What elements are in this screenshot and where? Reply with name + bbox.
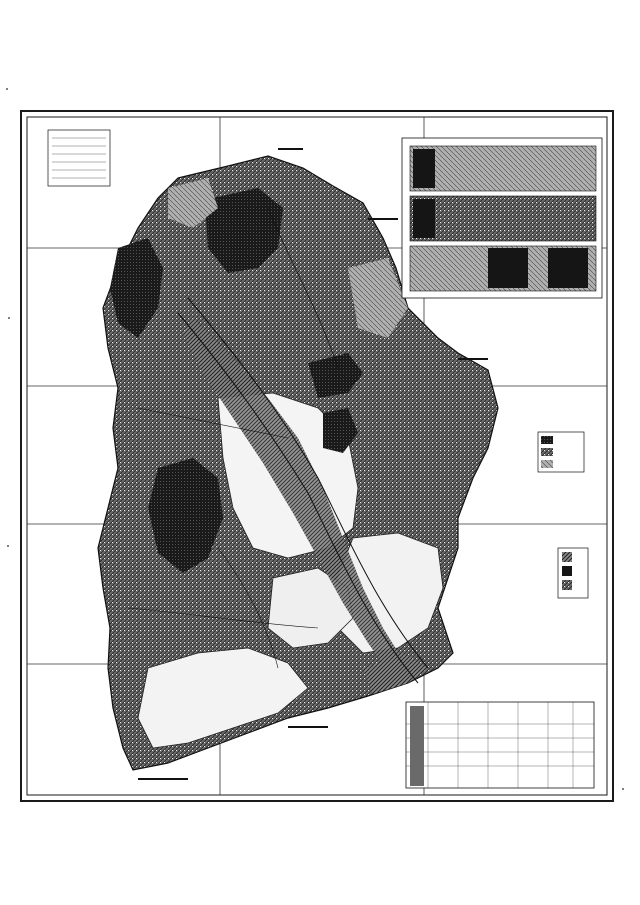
scan-speck (6, 88, 8, 90)
map-figure (18, 108, 616, 804)
scan-speck (622, 788, 624, 790)
legend-top-right (402, 138, 602, 298)
legend-top-left (48, 130, 110, 186)
scan-speck (7, 545, 9, 547)
legend-mid-right (538, 432, 588, 598)
scan-speck (8, 317, 10, 319)
map-sheet (18, 108, 616, 804)
data-table (406, 702, 594, 788)
